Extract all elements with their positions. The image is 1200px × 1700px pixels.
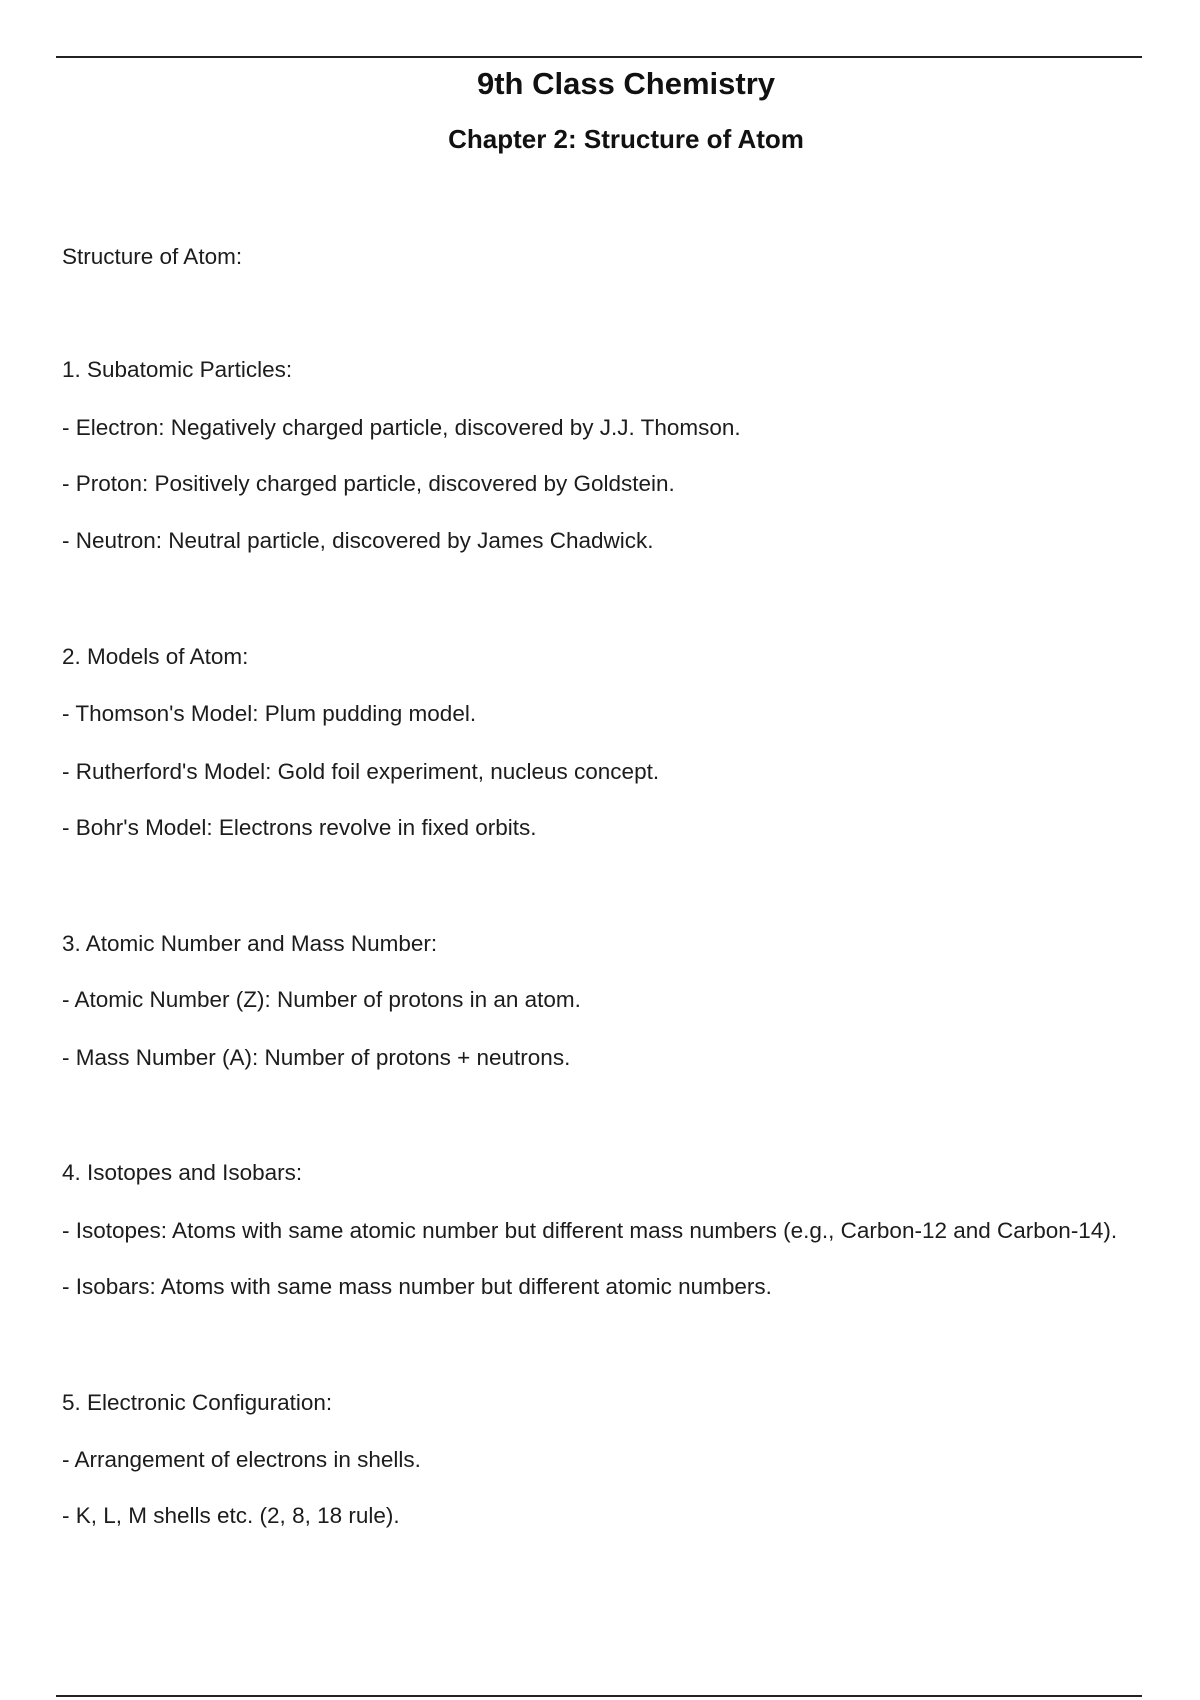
list-item: - Proton: Positively charged particle, discovered by Goldstein. xyxy=(62,471,675,496)
list-item: - Isobars: Atoms with same mass number but different atomic numbers. xyxy=(62,1274,772,1299)
list-item: - Arrangement of electrons in shells. xyxy=(62,1447,421,1472)
bottom-rule xyxy=(56,1695,1142,1697)
section-heading-isotopes-isobars: 4. Isotopes and Isobars: xyxy=(62,1160,303,1185)
list-item: - Thomson's Model: Plum pudding model. xyxy=(62,701,477,726)
section-heading-atomic-mass-number: 3. Atomic Number and Mass Number: xyxy=(62,931,438,956)
list-item: - Mass Number (A): Number of protons + neutrons. xyxy=(62,1045,571,1070)
list-item: - K, L, M shells etc. (2, 8, 18 rule). xyxy=(62,1503,400,1528)
section-heading-models-of-atom: 2. Models of Atom: xyxy=(62,644,249,669)
list-item: - Neutron: Neutral particle, discovered by James Chadwick. xyxy=(62,528,654,553)
list-item: - Rutherford's Model: Gold foil experiment, nucleus concept. xyxy=(62,759,660,784)
chapter-subtitle: Chapter 2: Structure of Atom xyxy=(448,124,804,154)
top-rule xyxy=(56,56,1142,58)
section-heading-subatomic-particles: 1. Subatomic Particles: xyxy=(62,357,293,382)
section-heading-electronic-configuration: 5. Electronic Configuration: xyxy=(62,1390,333,1415)
list-item: - Atomic Number (Z): Number of protons in an atom. xyxy=(62,987,581,1012)
list-item: - Bohr's Model: Electrons revolve in fixed orbits. xyxy=(62,815,537,840)
intro-text: Structure of Atom: xyxy=(62,244,243,269)
list-item: - Electron: Negatively charged particle, discovered by J.J. Thomson. xyxy=(62,415,741,440)
list-item: - Isotopes: Atoms with same atomic number but different mass numbers (e.g., Carbon-12 and Carbon-14). xyxy=(62,1218,1118,1243)
document-title: 9th Class Chemistry xyxy=(476,66,776,101)
